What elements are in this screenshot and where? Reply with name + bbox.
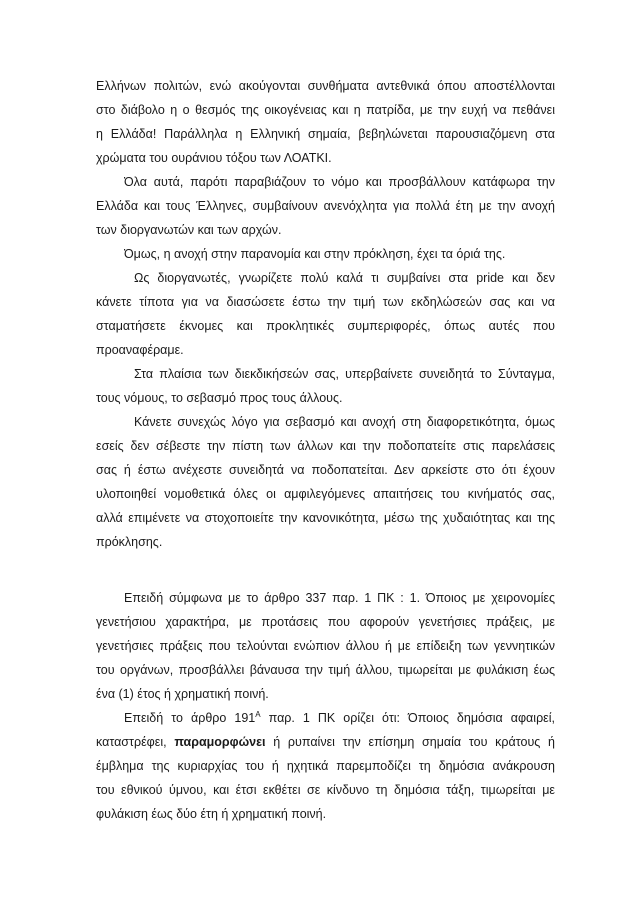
text-line: έμβλημα της κυριαρχίας του ή ηχητικά παρεμποδίζει τη δημόσια ανάκρουση <box>96 759 555 773</box>
text-line: πρόκλησης. <box>96 535 163 549</box>
text-line: Ως διοργανωτές, γνωρίζετε πολύ καλά τι συμβαίνει στα pride και δεν <box>134 271 555 285</box>
text-line: Όλα αυτά, παρότι παραβιάζουν το νόμο και προσβάλλουν κατάφωρα την <box>124 175 555 189</box>
text-line: Επειδή σύμφωνα με το άρθρο 337 παρ. 1 ΠΚ : 1. Όποιος με χειρονομίες <box>124 591 555 605</box>
text-line: η Ελλάδα! Παράλληλα η Ελληνική σημαία, βεβηλώνεται παρουσιαζόμενη στα <box>96 127 555 141</box>
text-line <box>96 735 555 750</box>
text-run: Επειδή το άρθρο 191 <box>124 711 256 725</box>
text-run: παρ. 1 ΠΚ ορίζει ότι: Όποιος δημόσια αφαιρεί, <box>260 711 555 725</box>
text-line: Ελλάδα και τους Έλληνες, συμβαίνουν ανενόχλητα για πολλά έτη με την ανοχή <box>96 199 555 213</box>
superscript: Α <box>255 711 261 719</box>
text-run: καταστρέφει, <box>96 735 175 749</box>
text-line: υλοποιηθεί νομοθετικά όλες οι αμφιλεγόμενες απαιτήσεις του κινήματός σας, <box>96 487 555 501</box>
text-line <box>124 711 555 726</box>
text-line: κάνετε τίποτα για να διασώσετε έστω την τιμή των εκδηλώσεών σας και να <box>96 295 555 309</box>
text-line: στο διάβολο η ο θεσμός της οικογένειας και η πατρίδα, με την ευχή να πεθάνει <box>96 103 555 117</box>
text-line: του εθνικού ύμνου, και έτσι εκθέτει σε κίνδυνο τη δημόσια τάξη, τιμωρείται με <box>96 783 555 797</box>
text-line: φυλάκιση έως δύο έτη ή χρηματική ποινή. <box>96 807 327 821</box>
text-line: γενετήσιου χαρακτήρα, με προτάσεις που αφορούν γενετήσιες πράξεις, με <box>96 615 555 629</box>
text-line: του οργάνων, προσβάλλει βάναυσα την τιμή άλλου, τιμωρείται με φυλάκιση έως <box>96 663 555 677</box>
text-line: χρώματα του ουράνιου τόξου των ΛΟΑΤΚΙ. <box>96 151 332 165</box>
text-line: Κάνετε συνεχώς λόγο για σεβασμό και ανοχή στη διαφορετικότητα, όμως <box>134 415 555 429</box>
bold-text: παραμορφώνει <box>174 735 266 749</box>
text-line: των διοργανωτών και των αρχών. <box>96 223 282 237</box>
text-line: τους νόμους, το σεβασμό προς τους άλλους. <box>96 391 343 405</box>
text-line: Στα πλαίσια των διεκδικήσεών σας, υπερβαίνετε συνειδητά το Σύνταγμα, <box>134 367 555 381</box>
text-line: σταματήσετε έκνομες και προκλητικές συμπεριφορές, όπως αυτές που <box>96 319 555 333</box>
text-line: Όμως, η ανοχή στην παρανομία και στην πρόκληση, έχει τα όριά της. <box>124 247 506 261</box>
text-line: σας ή έστω ανέχεστε συνειδητά να ποδοπατείται. Δεν αρκείστε στο ότι έχουν <box>96 463 555 477</box>
text-run: ή ρυπαίνει την επίσημη σημαία του κράτους ή <box>265 735 555 749</box>
text-line: γενετήσιες πράξεις που τελούνται ενώπιον άλλου ή με επίδειξη των γεννητικών <box>96 639 555 653</box>
text-line: ένα (1) έτος ή χρηματική ποινή. <box>96 687 269 701</box>
text-line: εσείς δεν σέβεστε την πίστη των άλλων και την ποδοπατείτε στις παρελάσεις <box>96 439 555 453</box>
text-line: προαναφέραμε. <box>96 343 184 357</box>
text-line: αλλά επιμένετε να στοχοποιείτε την κανονικότητα, μέσω της χυδαιότητας και της <box>96 511 555 525</box>
text-line: Ελλήνων πολιτών, ενώ ακούγονται συνθήματα αντεθνικά όπου αποστέλλονται <box>96 79 555 93</box>
